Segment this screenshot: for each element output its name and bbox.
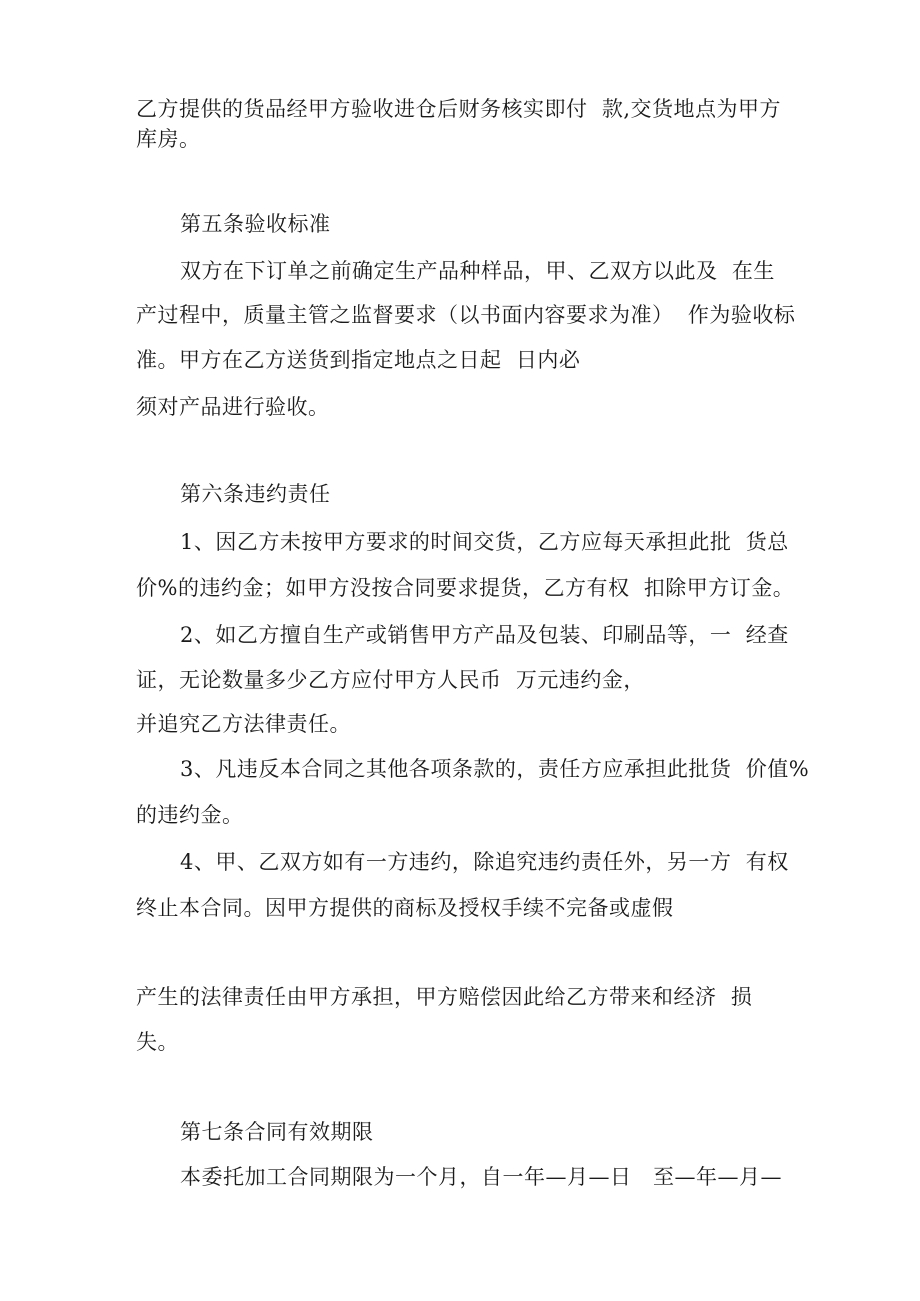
article5-heading: 第五条验收标准 [180, 212, 331, 236]
article5-line-2: 产过程中，质量主管之监督要求（以书面内容要求为准） 作为验收标 [136, 303, 796, 327]
article6-heading: 第六条违约责任 [180, 482, 331, 506]
article5-line-3: 准。甲方在乙方送货到指定地点之日起 日内必 [136, 348, 581, 372]
article6-item1-line-1: 1、因乙方未按甲方要求的时间交货，乙方应每天承担此批 货总 [180, 530, 789, 554]
article6-item4-line-1: 4、甲、乙双方如有一方违约，除追究违约责任外，另一方 有权 [180, 850, 789, 874]
article5-line-1: 双方在下订单之前确定生产品种样品，甲、乙双方以此及 在生 [180, 259, 775, 283]
article6-item1-line-2: 价%的违约金；如甲方没按合同要求提货，乙方有权 扣除甲方订金。 [136, 576, 795, 600]
payment-line-2: 库房。 [136, 127, 201, 151]
article6-item2-line-2: 证，无论数量多少乙方应付甲方人民币 万元违约金， [136, 668, 645, 692]
article6-item3-line-2: 的违约金。 [136, 803, 244, 827]
article7-heading: 第七条合同有效期限 [180, 1120, 374, 1144]
article6-item4-line-4: 失。 [136, 1030, 179, 1054]
article7-line-1: 本委托加工合同期限为一个月，自一年—月—日 至—年—月— [180, 1165, 783, 1189]
article6-item2-line-3: 并追究乙方法律责任。 [136, 712, 351, 736]
article6-item4-line-3: 产生的法律责任由甲方承担，甲方赔偿因此给乙方带来和经济 损 [136, 985, 753, 1009]
article6-item4-line-2: 终止本合同。因甲方提供的商标及授权手续不完备或虚假 [136, 896, 674, 920]
article5-line-4: 须对产品进行验收。 [136, 395, 330, 419]
article6-item2-line-1: 2、如乙方擅自生产或销售甲方产品及包装、印刷品等，一 经查 [180, 623, 789, 647]
article6-item3-line-1: 3、凡违反本合同之其他各项条款的，责任方应承担此批货 价值% [180, 757, 810, 781]
payment-line-1: 乙方提供的货品经甲方验收进仓后财务核实即付 款,交货地点为甲方 [136, 97, 782, 121]
